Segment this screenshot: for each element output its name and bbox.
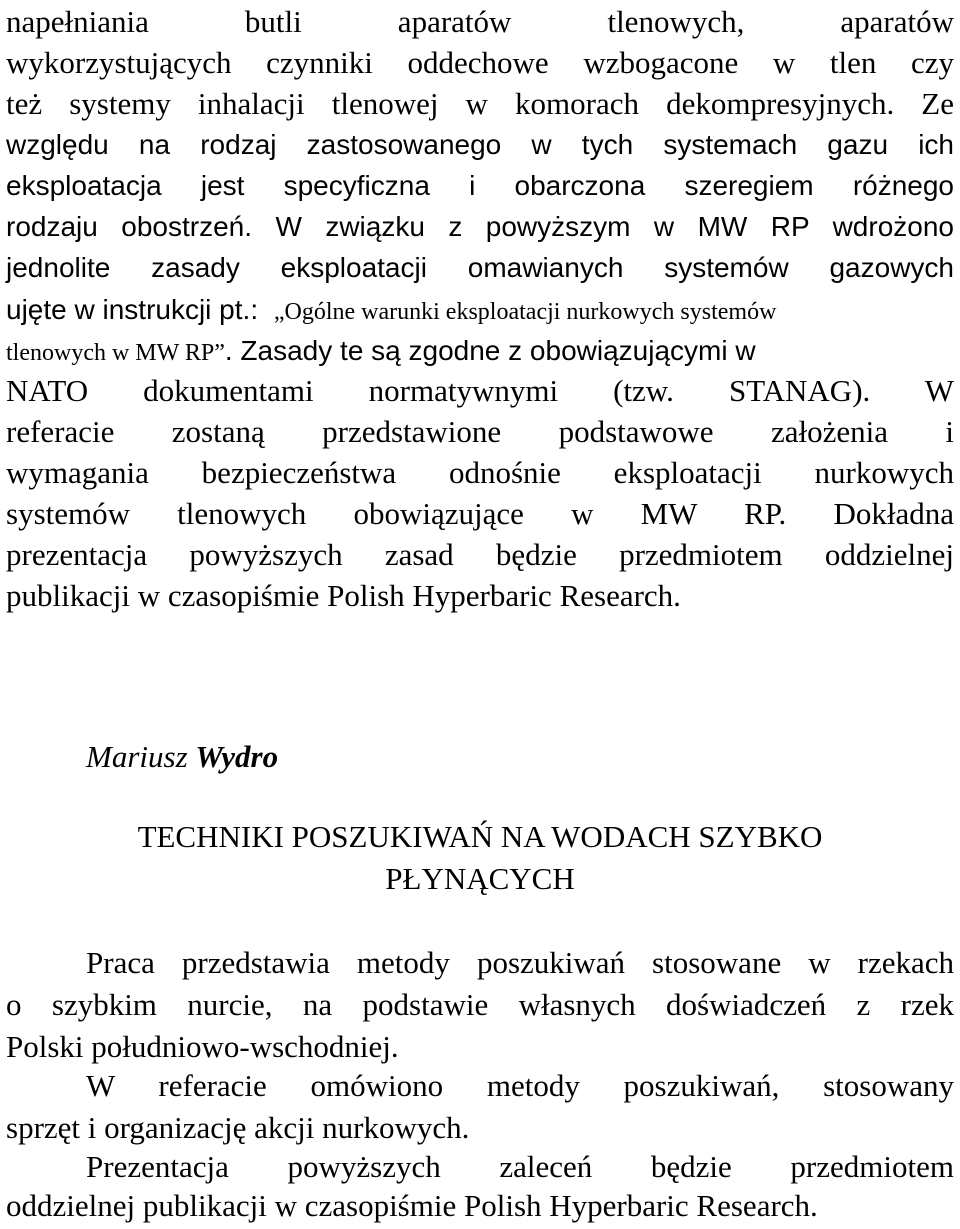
author-last-name: Wydro xyxy=(195,739,279,774)
paragraph-line: eksploatacja jest specyficzna i obarczona szeregiem różnego xyxy=(6,170,954,201)
paragraph-line: prezentacja powyższych zasad będzie przedmiotem oddzielnej xyxy=(6,537,954,572)
paragraph-line: wymagania bezpieczeństwa odnośnie eksploatacji nurkowych xyxy=(6,455,954,490)
paragraph-line: referacie zostaną przedstawione podstawowe założenia i xyxy=(6,414,954,449)
paragraph-line: NATO dokumentami normatywnymi (tzw. STANAG). W xyxy=(6,373,954,408)
paragraph-line xyxy=(6,328,954,371)
paragraph-line: napełniania butli aparatów tlenowych, aparatów xyxy=(6,4,954,39)
paragraph-line xyxy=(6,287,954,330)
abstract-line: sprzęt i organizację akcji nurkowych. xyxy=(6,1110,470,1145)
abstract-line: Polski południowo-wschodniej. xyxy=(6,1029,399,1064)
paragraph-line: też systemy inhalacji tlenowej w komorach dekompresyjnych. Ze xyxy=(6,86,954,121)
line-segment: ujęte w instrukcji pt.: xyxy=(6,294,259,325)
paragraph-line: rodzaju obostrzeń. W związku z powyższym w MW RP wdrożono xyxy=(6,211,954,242)
line-segment: . Zasady te są zgodne z obowiązującymi w xyxy=(224,335,756,366)
paragraph-line: systemów tlenowych obowiązujące w MW RP. Dokładna xyxy=(6,496,954,531)
paragraph-line: względu na rodzaj zastosowanego w tych systemach gazu ich xyxy=(6,129,954,160)
abstract-line: Praca przedstawia metody poszukiwań stosowane w rzekach xyxy=(86,945,954,980)
instruction-title: tlenowych w MW RP” xyxy=(6,340,225,366)
article-title: PŁYNĄCYCH xyxy=(385,861,575,896)
abstract-line: W referacie omówiono metody poszukiwań, stosowany xyxy=(86,1068,954,1103)
paragraph-line: publikacji w czasopiśmie Polish Hyperbaric Research. xyxy=(6,578,681,613)
abstract-line: o szybkim nurcie, na podstawie własnych doświadczeń z rzek xyxy=(6,987,954,1022)
article-title: TECHNIKI POSZUKIWAŃ NA WODACH SZYBKO xyxy=(137,819,823,854)
abstract-line: oddzielnej publikacji w czasopiśmie Polish Hyperbaric Research. xyxy=(6,1188,818,1223)
author-name xyxy=(86,735,278,778)
abstract-line: Prezentacja powyższych zaleceń będzie przedmiotem xyxy=(86,1149,954,1184)
author-first-name: Mariusz xyxy=(86,739,188,774)
instruction-title: „Ogólne warunki eksploatacji nurkowych systemów xyxy=(273,299,777,325)
paragraph-line: jednolite zasady eksploatacji omawianych systemów gazowych xyxy=(6,252,954,283)
paragraph-line: wykorzystujących czynniki oddechowe wzbogacone w tlen czy xyxy=(6,45,954,80)
